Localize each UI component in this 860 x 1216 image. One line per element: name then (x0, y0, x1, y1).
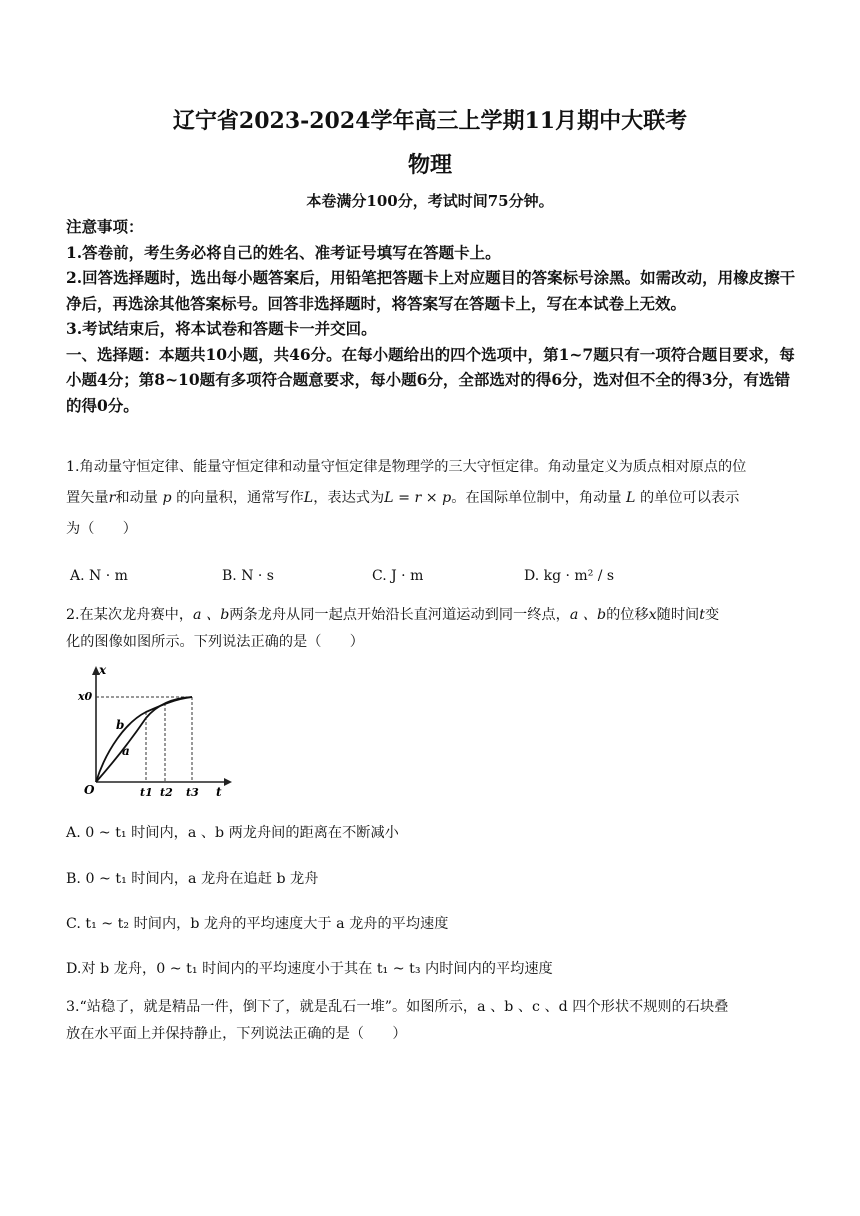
t-axis-arrow-icon (224, 778, 232, 786)
q1-option-c: C. J · m (372, 568, 424, 584)
vector-p: p (162, 490, 172, 506)
q3-line-1: 3.“站稳了，就是精品一件，倒下了，就是乱石一堆”。如图所示，a 、b 、c 、d 四个形状不规则的石块叠 (66, 999, 729, 1015)
exam-title: 辽宁省2023-2024学年高三上学期11月期中大联考 (172, 108, 688, 134)
q2-text: 的位移 (606, 607, 649, 623)
angular-momentum-expression: L = r × p (384, 490, 452, 506)
vector-r: r (108, 490, 116, 506)
q1-text: 的向量积，通常写作 (176, 490, 304, 506)
q2-text: 两条龙舟从同一起点开始沿长直河道运动到同一终点， (229, 607, 570, 623)
q2-line-2: 化的图像如图所示。下列说法正确的是（ ） (66, 634, 364, 650)
q2-var: x (648, 607, 657, 623)
curve-a-label: a (122, 744, 130, 758)
section-heading: 一、选择题：本题共10小题，共46分。在每小题给出的四个选项中，第1~7题只有一项符合题目要求，每小题4分；第8~10题有多项符合题意要求，每小题6分，全部选对的得6分，选对但不全的得3分，有选错的得0分。 (66, 344, 795, 415)
q1-option-a: A. N · m (70, 568, 128, 584)
q2-var: t (699, 607, 705, 623)
displacement-time-graph (76, 660, 236, 800)
subject-title: 物理 (407, 152, 452, 178)
vector-L: L (626, 490, 636, 506)
x-axis-label: x (99, 663, 107, 677)
q1-text: 的单位可以表示 (639, 490, 740, 506)
q2-option-c: C. t₁ ~ t₂ 时间内，b 龙舟的平均速度大于 a 龙舟的平均速度 (66, 916, 449, 932)
q1-option-d: D. kg · m² / s (524, 568, 615, 584)
q1-text: 置矢量 (66, 490, 109, 506)
curve-a (96, 697, 192, 782)
notes-heading: 注意事项： (66, 217, 144, 236)
q1-option-b: B. N · s (222, 568, 274, 584)
q1-line-2 (66, 483, 796, 514)
note-item-3: 3.考试结束后，将本试卷和答题卡一并交回。 (66, 319, 377, 338)
question-1 (66, 452, 796, 545)
q2-option-b: B. 0 ~ t₁ 时间内，a 龙舟在追赶 b 龙舟 (66, 871, 319, 887)
q2-text: 2.在某次龙舟赛中， (66, 607, 194, 623)
q2-text: 变 (704, 607, 720, 623)
q1-line-1: 1.角动量守恒定律、能量守恒定律和动量守恒定律是物理学的三大守恒定律。角动量定义为质点相对原点的位 (66, 459, 747, 475)
t-axis-label: t (216, 785, 222, 799)
curve-b (96, 697, 192, 782)
q1-text: ，表达式为 (313, 490, 385, 506)
t2-label: t2 (160, 786, 173, 799)
origin-label: O (84, 783, 95, 797)
q2-line-1 (66, 604, 796, 624)
q1-text: 。在国际单位制中，角动量 (451, 490, 622, 506)
notes-block (66, 214, 796, 418)
t1-label: t1 (140, 786, 153, 799)
q3-line-2: 放在水平面上并保持静止，下列说法正确的是（ ） (66, 1026, 407, 1042)
note-item-2: 2.回答选择题时，选出每小题答案后，用铅笔把答题卡上对应题目的答案标号涂黑。如需改动，用橡皮擦干净后，再选涂其他答案标号。回答非选择题时，将答案写在答题卡上，写在本试卷上无效。 (66, 268, 796, 313)
q2-option-d: D.对 b 龙舟，0 ~ t₁ 时间内的平均速度小于其在 t₁ ~ t₃ 内时间内的平均速度 (66, 961, 553, 977)
vector-L: L (303, 490, 314, 506)
q1-text: 和动量 (115, 490, 158, 506)
q2-option-a: A. 0 ~ t₁ 时间内，a 、b 两龙舟间的距离在不断减小 (66, 825, 399, 841)
q2-text: 随时间 (656, 607, 700, 623)
x0-label: x0 (78, 690, 93, 703)
note-item-1: 1.答卷前，考生务必将自己的姓名、准考证号填写在答题卡上。 (66, 242, 501, 262)
t3-label: t3 (186, 786, 199, 799)
q2-var: a 、b (193, 607, 230, 623)
exam-info: 本卷满分100分，考试时间75分钟。 (306, 192, 554, 210)
q2-var: a 、b (569, 607, 607, 623)
curve-b-label: b (116, 718, 125, 732)
q1-line-3: 为（ ） (66, 521, 137, 537)
